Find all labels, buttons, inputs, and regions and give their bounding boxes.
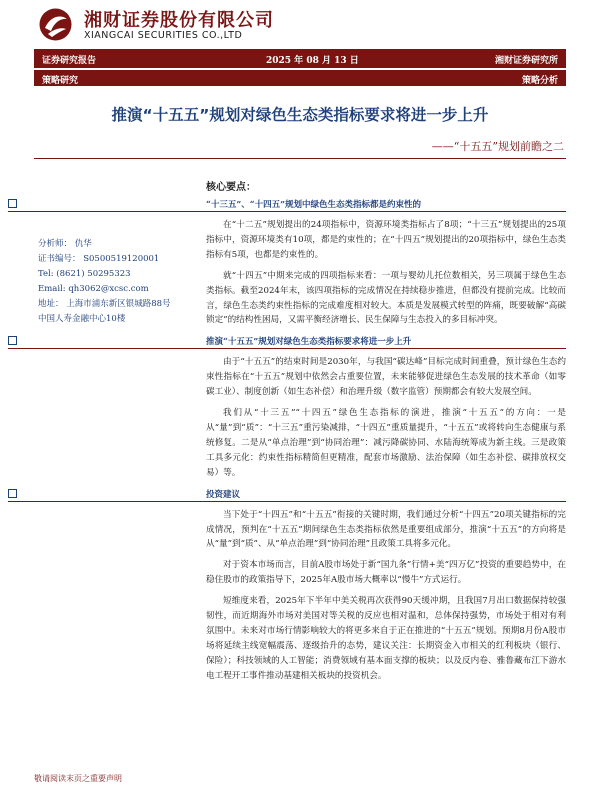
- title-divider: [34, 158, 566, 159]
- analyst-tel: Tel: (8621) 50295323: [38, 269, 131, 279]
- company-logo-icon: [38, 7, 73, 42]
- brand-name-cn: 湘财证券股份有限公司: [84, 10, 274, 31]
- category-band: [34, 70, 566, 86]
- section-heading: [8, 487, 566, 502]
- section-heading-text: 投资建议: [206, 489, 241, 500]
- core-points-heading: 核心要点：: [206, 182, 256, 193]
- report-subtitle: ——“十五五”规划前瞻之二: [431, 140, 564, 153]
- checkbox-bullet-icon: [8, 489, 17, 498]
- report-subcategory: 策略分析: [521, 76, 558, 86]
- section-heading-text: 推演“十五五”规划对绿色生态类指标要求将进一步上升: [206, 337, 412, 348]
- analyst-address-2: 中国人寿金融中心10楼: [38, 314, 126, 324]
- paragraph: 在“十二五”规划提出的24项指标中，资源环境类指标占了8项；“十三五”规划提出的25项指标中，资源环境类有10项，都是约束性的；在“十四五”规划提出的20项指标中，绿色生态类指标有5项，也都是约束性的。: [206, 220, 566, 260]
- paragraph: 对于资本市场而言，目前A股市场处于新“国九条”行情+美“四万亿”投资的重要趋势中，在稳住股市的政策指导下，2025年A股市场大概率以“慢牛”方式运行。: [206, 560, 566, 586]
- report-category: 策略研究: [42, 76, 79, 86]
- section-heading: [8, 334, 566, 349]
- header-band: [34, 49, 566, 68]
- report-date: 2025 年 08 月 13 日: [266, 56, 359, 66]
- analyst-cert: 证书编号： S0500519120001: [38, 254, 160, 264]
- paragraph: 当下处于“十四五”和“十五五”衔接的关键时期，我们通过分析“十四五”20项关键指标的完成情况，预判在“十五五”期间绿色生态类指标依然是重要组成部分，推演“十五五”的方向将是从“量”到“质”、从“单点治理”到“协同治理”且政策工具将多元化。: [206, 509, 566, 550]
- section-heading-text: “十三五”、“十四五”规划中绿色生态类指标都是约束性的: [206, 200, 422, 210]
- checkbox-bullet-icon: [8, 336, 17, 345]
- institute-name: 湘财证券研究所: [494, 56, 558, 66]
- paragraph: 就“十四五”中期来完成的四项指标来看：一项与婴幼儿托位数相关，另三项属于绿色生态类指标。截至2024年末，该四项指标的完成情况在持续稳步推进，但都没有提前完成。比较而言，绿色生态类约束性指标的完成难度相对较大。本质是发展模式转型的阵痛，既要破解“高碳锁定”的结构性困局，又需平衡经济增长、民生保障与生态投入的多目标冲突。: [206, 270, 566, 326]
- checkbox-bullet-icon: [8, 199, 17, 208]
- paragraph: 我们从“十三五”“十四五”绿色生态指标的演进，推演“十五五”的方向：一是从“量”到“质”：“十三五”重污染减排，“十四五”重质量提升，“十五五”或将转向生态健康与系统修复。二是从“单点治理”到“协同治理”：减污降碳协同、水陆海统筹成为新主线。三是政策工具多元化：约束性指标精简但更精准，配套市场激励、法治保障（如生态补偿、碳排放权交易）等。: [206, 408, 566, 478]
- analyst-info: [38, 237, 208, 327]
- disclaimer-note: 敬请阅读末页之重要声明: [34, 774, 122, 783]
- analyst-email[interactable]: Email: qh3062@xcsc.com: [38, 284, 149, 294]
- paragraph: 短维度来看，2025年下半年中美关税再次获得90天缓冲期，且我国7月出口数据保持较强韧性，而近期海外市场对美国对等关税的反应也相对温和，总体保持强势，市场处于相对有利氛围中。未来对市场行情影响较大的将更多来自于正在推进的“十五五”规划。预期8月份A股市场将延续主线宽幅震荡、逐级抬升的态势，建议关注：长期资金入市相关的红利板块（银行、保险）；科技领域的人工智能；消费领域有基本面支撑的板块；以及反内卷、雅鲁藏布江下游水电工程开工事件推动基建相关板块的投资机会。: [206, 596, 566, 681]
- paragraph: 由于“十五五”的结束时间是2030年，与我国“碳达峰”目标完成时间重叠，预计绿色生态约束性指标在“十五五”规划中依然会占重要位置，未来能够促进绿色生态发展的技术革命（如零碳工业）、制度创新（如生态补偿）和治理升级（数字监管）预期都会有较大发展空间。: [206, 357, 566, 398]
- report-type: 证券研究报告: [42, 56, 97, 66]
- report-title: 推演“十五五”规划对绿色生态类指标要求将进一步上升: [111, 106, 489, 124]
- report-body: [206, 178, 566, 688]
- brand-name-en: XIANGCAI SECURITIES CO.,LTD: [84, 30, 243, 41]
- analyst-name: 分析师： 仇华: [38, 239, 92, 249]
- section-heading: [8, 197, 566, 212]
- analyst-address: 地址： 上海市浦东新区银城路88号: [38, 299, 171, 309]
